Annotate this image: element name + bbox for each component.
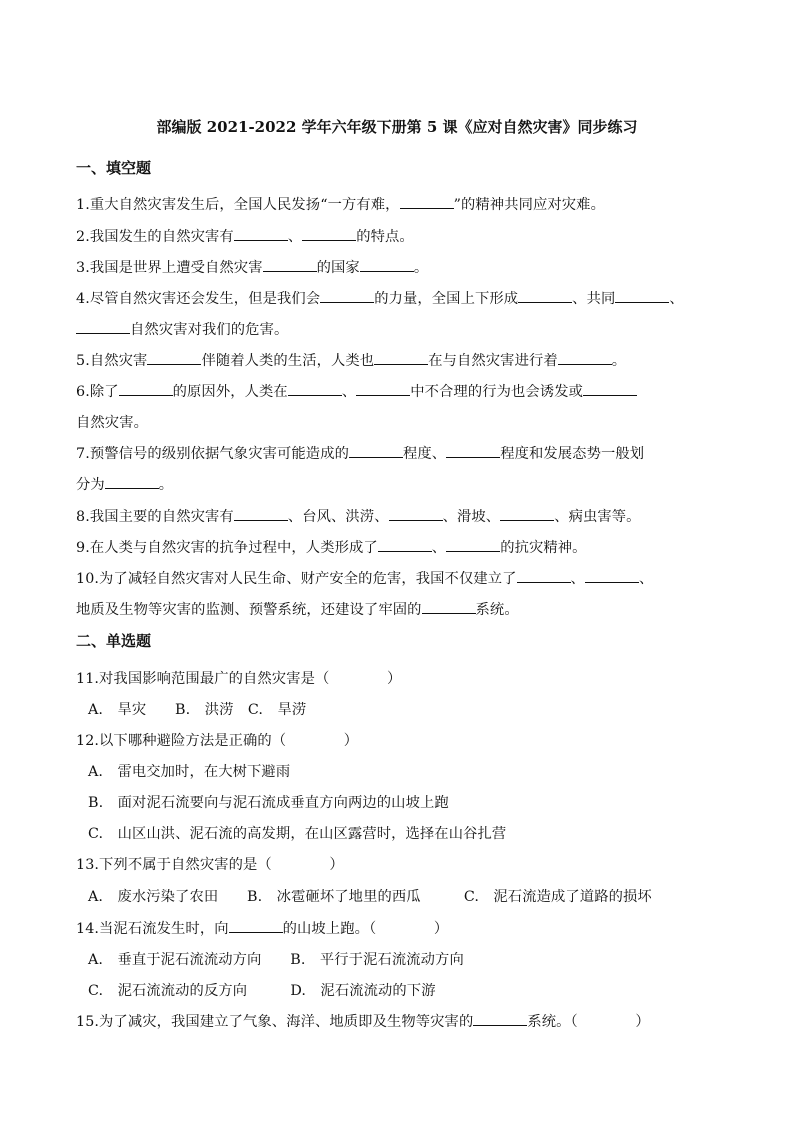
question-text: 8.我国主要的自然灾害有	[76, 509, 234, 525]
question-line	[76, 194, 605, 214]
question-text: 的原因外，人类在	[172, 384, 288, 400]
question-text: 的特点。	[356, 229, 414, 245]
answer-blank[interactable]	[360, 270, 414, 272]
question-text: 9.在人类与自然灾害的抗争过程中，人类形成了	[76, 540, 378, 556]
question-line	[76, 668, 401, 688]
answer-blank[interactable]	[320, 301, 374, 303]
question-text: A. 雷电交加时，在大树下避雨	[88, 764, 291, 780]
question-text: 、滑坡、	[442, 509, 501, 525]
answer-option-line	[88, 886, 652, 906]
answer-blank[interactable]	[558, 363, 612, 365]
answer-option-line	[88, 792, 449, 812]
page-title: 部编版 2021-2022 学年六年级下册第 5 课《应对自然灾害》同步练习	[156, 118, 638, 136]
question-text: 地质及生物等灾害的监测、预警系统，还建设了牢固的	[76, 602, 422, 618]
answer-blank[interactable]	[263, 270, 317, 272]
question-line	[76, 599, 519, 619]
question-text: A. 垂直于泥石流流动方向 B. 平行于泥石流流动方向	[88, 952, 464, 968]
answer-blank[interactable]	[374, 363, 428, 365]
answer-blank[interactable]	[349, 456, 403, 458]
question-text: 3.我国是世界上遭受自然灾害	[76, 260, 263, 276]
question-text: 13.下列不属于自然灾害的是（ ）	[76, 857, 344, 873]
answer-option-line	[88, 980, 436, 1000]
answer-blank[interactable]	[583, 394, 637, 396]
answer-blank[interactable]	[229, 931, 283, 933]
question-text: 程度和发展态势一般划	[500, 446, 645, 462]
question-text: 。	[413, 260, 429, 276]
answer-option-line	[88, 949, 464, 969]
question-text: 15.为了减灾，我国建立了气象、海洋、地质即及生物等灾害的	[76, 1014, 474, 1030]
question-text: 5.自然灾害	[76, 353, 148, 369]
answer-blank[interactable]	[518, 301, 572, 303]
section-heading-fill: 一、填空题	[76, 159, 152, 177]
question-text: 伴随着人类的生活，人类也	[201, 353, 375, 369]
question-text: 分为	[76, 477, 105, 493]
answer-blank[interactable]	[356, 394, 410, 396]
question-text: 。	[158, 477, 174, 493]
answer-option-line	[88, 823, 506, 843]
question-line	[76, 506, 641, 526]
question-text: 的国家	[316, 260, 360, 276]
question-text: 、共同	[572, 291, 616, 307]
answer-blank[interactable]	[76, 332, 130, 334]
question-text: 10.为了减轻自然灾害对人民生命、财产安全的危害，我国不仅建立了	[76, 571, 517, 587]
question-text: 11.对我国影响范围最广的自然灾害是（ ）	[76, 671, 402, 687]
answer-blank[interactable]	[473, 1024, 527, 1026]
question-text: 、台风、洪涝、	[287, 509, 389, 525]
answer-blank[interactable]	[517, 581, 571, 583]
question-text: B. 面对泥石流要向与泥石流成垂直方向两边的山坡上跑	[88, 795, 449, 811]
answer-blank[interactable]	[105, 487, 159, 489]
question-text: 、	[431, 540, 447, 556]
answer-blank[interactable]	[378, 550, 432, 552]
question-text: 系统。（ ）	[527, 1014, 650, 1030]
question-text: 14.当泥石流发生时，向	[76, 921, 229, 937]
answer-blank[interactable]	[119, 394, 173, 396]
answer-blank[interactable]	[288, 394, 342, 396]
question-text: 的山坡上跑。（ ）	[282, 921, 449, 937]
answer-blank[interactable]	[615, 301, 669, 303]
answer-blank[interactable]	[234, 519, 288, 521]
question-text: 、病虫害等。	[554, 509, 641, 525]
answer-blank[interactable]	[422, 612, 476, 614]
question-line	[76, 257, 428, 277]
question-text: 在与自然灾害进行着	[428, 353, 558, 369]
question-text: 、	[287, 229, 303, 245]
question-line	[76, 443, 644, 463]
question-line	[76, 730, 358, 750]
answer-blank[interactable]	[585, 581, 639, 583]
question-text: 6.除了	[76, 384, 119, 400]
question-text: 2.我国发生的自然灾害有	[76, 229, 234, 245]
answer-blank[interactable]	[147, 363, 201, 365]
question-line	[76, 568, 653, 588]
question-text: A. 旱灾 B. 洪涝 C. 旱涝	[88, 702, 307, 718]
answer-blank[interactable]	[446, 456, 500, 458]
question-line	[76, 319, 288, 339]
question-line	[76, 474, 173, 494]
question-text: 、	[341, 384, 357, 400]
question-line	[76, 1011, 650, 1031]
question-line	[76, 537, 587, 557]
question-text: 。	[611, 353, 627, 369]
question-text: C. 山区山洪、泥石流的高发期，在山区露营时，选择在山谷扎营	[88, 826, 507, 842]
question-text: 自然灾害。	[76, 415, 148, 431]
question-text: A. 废水污染了农田 B. 冰雹砸坏了地里的西瓜 C. 泥石流造成了道路的损坏	[88, 889, 652, 905]
question-text: ”的精神共同应对灾难。	[453, 197, 605, 213]
answer-option-line	[88, 761, 290, 781]
question-text: 中不合理的行为也会诱发或	[410, 384, 583, 400]
question-text: 12.以下哪种避险方法是正确的（ ）	[76, 733, 359, 749]
question-line	[76, 854, 344, 874]
question-text: 7.预警信号的级别依据气象灾害可能造成的	[76, 446, 349, 462]
question-text: 系统。	[475, 602, 519, 618]
question-line	[76, 288, 684, 308]
question-text: C. 泥石流流动的反方向 D. 泥石流流动的下游	[88, 983, 436, 999]
answer-blank[interactable]	[500, 519, 554, 521]
question-line	[76, 350, 626, 370]
answer-blank[interactable]	[234, 239, 288, 241]
question-text: 自然灾害对我们的危害。	[130, 322, 289, 338]
question-text: 、	[570, 571, 585, 587]
question-text: 、	[638, 571, 654, 587]
question-line	[76, 226, 414, 246]
question-text: 、	[669, 291, 684, 307]
question-text: 1.重大自然灾害发生后，全国人民发扬“一方有难，	[76, 197, 400, 213]
question-line	[76, 381, 637, 401]
question-text: 程度、	[402, 446, 447, 462]
answer-blank[interactable]	[302, 239, 356, 241]
answer-blank[interactable]	[400, 207, 454, 209]
section-heading-choice: 二、单选题	[76, 632, 152, 650]
question-text: 的力量，全国上下形成	[374, 291, 519, 307]
question-text: 的抗灾精神。	[500, 540, 587, 556]
question-line	[76, 412, 148, 432]
answer-option-line	[88, 699, 306, 719]
question-text: 4.尽管自然灾害还会发生，但是我们会	[76, 291, 321, 307]
answer-blank[interactable]	[446, 550, 500, 552]
answer-blank[interactable]	[389, 519, 443, 521]
question-line	[76, 918, 448, 938]
